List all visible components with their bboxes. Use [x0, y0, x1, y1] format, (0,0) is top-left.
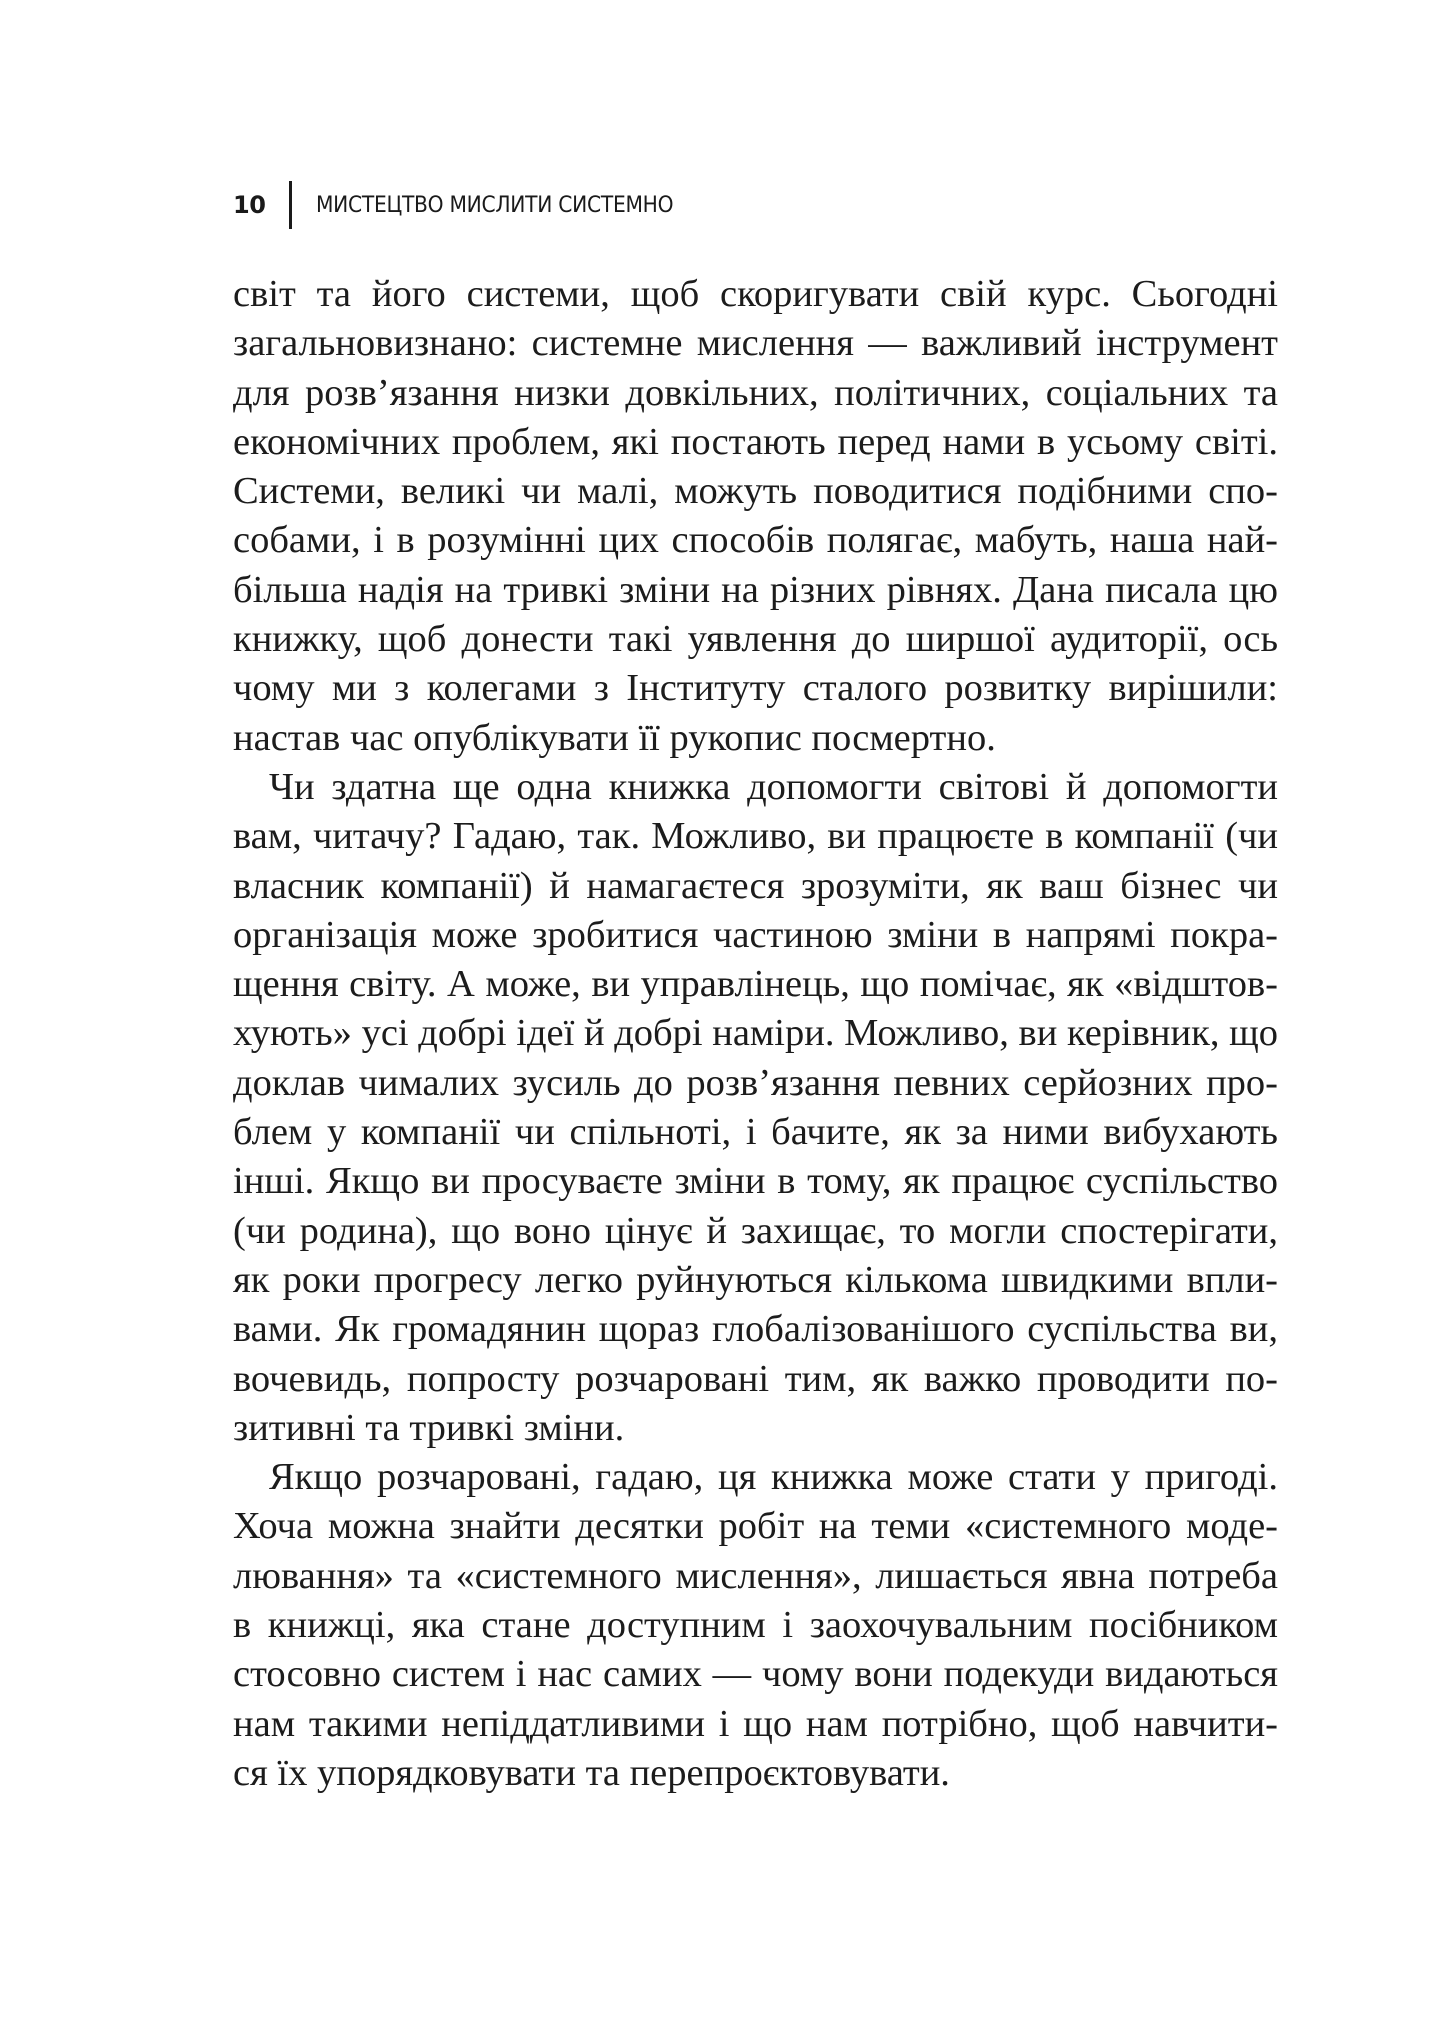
text-line: нам такими непіддатливими і що нам потрібно, щоб навчити-: [233, 1702, 1278, 1745]
text-line: доклав чималих зусиль до розв’язання певних серйозних про-: [233, 1061, 1278, 1104]
page-number: 10: [233, 191, 266, 219]
text-line: Системи, великі чи малі, можуть поводитися подібними спо-: [233, 470, 1278, 513]
text-line: організація може зробитися частиною зміни в напрямі покра-: [233, 913, 1278, 956]
text-line: (чи родина), що воно цінує й захищає, то могли спостерігати,: [233, 1209, 1278, 1252]
paragraph: [233, 1453, 1278, 1798]
text-line: Якщо розчаровані, гадаю, ця книжка може стати у пригоді.: [269, 1456, 1278, 1499]
text-line: блем у компанії чи спільноті, і бачите, як за ними вибухають: [233, 1111, 1278, 1154]
text-line: інші. Якщо ви просуваєте зміни в тому, як працює суспільство: [233, 1160, 1278, 1203]
text-line: хують» усі добрі ідеї й добрі наміри. Можливо, ви керівник, що: [233, 1012, 1278, 1055]
body-text: [233, 270, 1278, 1798]
text-line: для розв’язання низки довкільних, політичних, соціальних та: [233, 371, 1278, 414]
paragraph: [233, 270, 1278, 763]
text-line: Хоча можна знайти десятки робіт на теми «системного моде-: [233, 1505, 1278, 1548]
text-line: вам, читачу? Гадаю, так. Можливо, ви працюєте в компанії (чи: [233, 815, 1278, 858]
text-line: стосовно систем і нас самих — чому вони подекуди видаються: [233, 1653, 1278, 1696]
text-line: більша надія на тривкі зміни на різних рівнях. Дана писала цю: [233, 568, 1278, 611]
text-line: настав час опублікувати її рукопис посмертно.: [233, 716, 996, 759]
text-line: ся їх упорядковувати та перепроєктовувати.: [233, 1751, 950, 1794]
text-line: світ та його системи, щоб скоригувати свій курс. Сьогодні: [233, 273, 1278, 315]
text-line: зитивні та тривкі зміни.: [233, 1406, 625, 1449]
text-line: вами. Як громадянин щораз глобалізованішого суспільства ви,: [233, 1308, 1278, 1351]
text-line: в книжці, яка стане доступним і заохочувальним посібником: [233, 1604, 1278, 1647]
header-divider: [289, 181, 292, 229]
text-line: щення світу. А може, ви управлінець, що помічає, як «відштов-: [233, 963, 1278, 1006]
text-line: Чи здатна ще одна книжка допомогти світові й допомогти: [269, 765, 1278, 808]
text-line: вочевидь, попросту розчаровані тим, як важко проводити по-: [233, 1357, 1278, 1400]
text-line: економічних проблем, які постають перед нами в усьому світі.: [233, 420, 1278, 463]
running-head: [233, 183, 705, 227]
paragraph: [233, 763, 1278, 1453]
text-line: чому ми з колегами з Інституту сталого розвитку вирішили:: [233, 667, 1278, 710]
text-line: власник компанії) й намагаєтеся зрозуміти, як ваш бізнес чи: [233, 864, 1278, 907]
text-line: книжку, щоб донести такі уявлення до ширшої аудиторії, ось: [233, 618, 1278, 661]
running-title: МИСТЕЦТВО МИСЛИТИ СИСТЕМНО: [316, 192, 674, 218]
text-line: собами, і в розумінні цих способів полягає, мабуть, наша най-: [233, 519, 1278, 562]
text-line: як роки прогресу легко руйнуються кількома швидкими впли-: [233, 1258, 1278, 1301]
text-line: загальновизнано: системне мислення — важливий інструмент: [233, 322, 1278, 365]
text-line: лювання» та «системного мислення», лишається явна потреба: [233, 1554, 1278, 1597]
